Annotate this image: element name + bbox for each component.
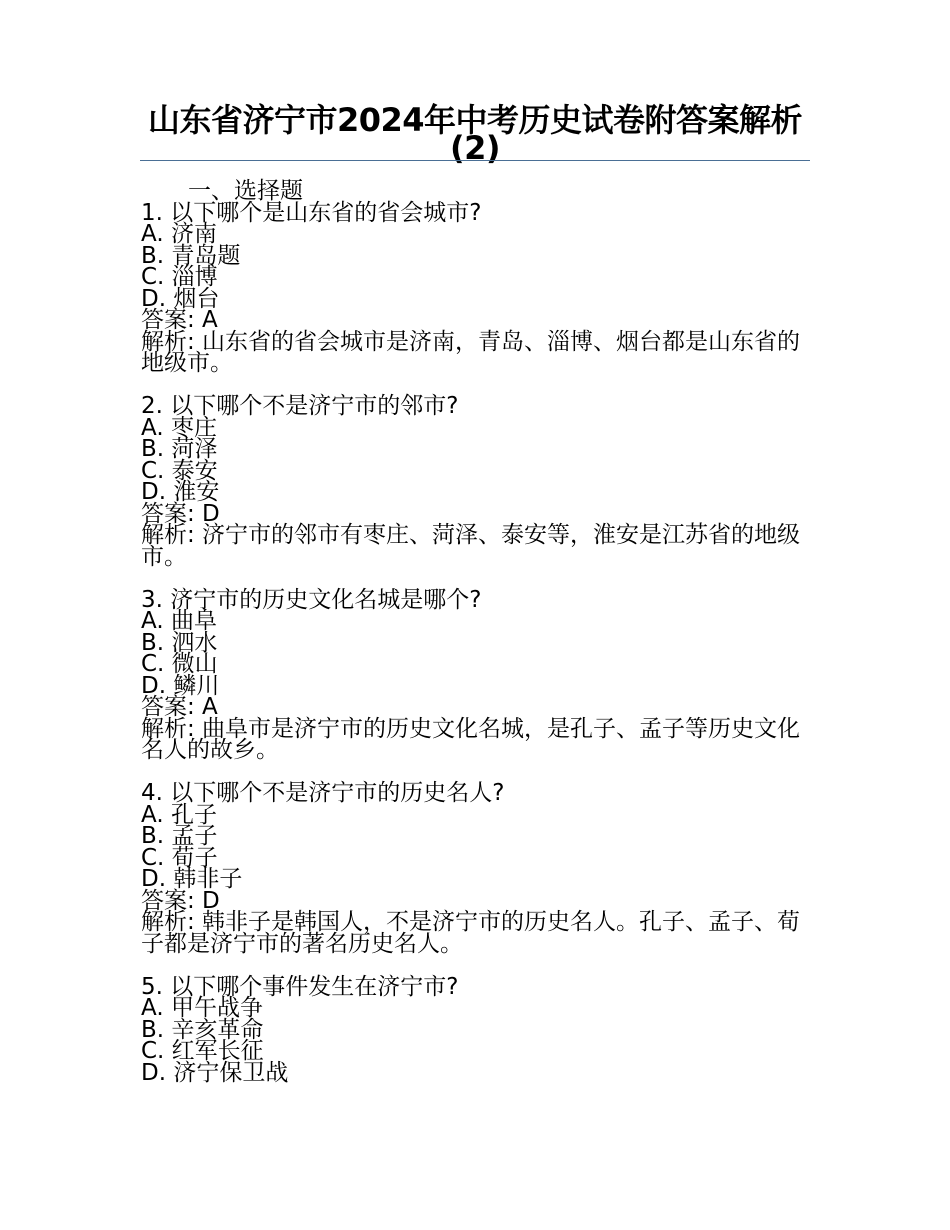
question-block-4 — [141, 780, 813, 957]
option-c: C. 荀子 — [141, 844, 218, 871]
option-c: C. 淄博 — [141, 264, 218, 290]
option-b: B. 辛亥革命 — [141, 1016, 264, 1043]
question-text: 2. 以下哪个不是济宁市的邻市? — [141, 393, 459, 419]
question-text: 1. 以下哪个是山东省的省会城市? — [141, 199, 482, 226]
option-a: A. 济南 — [141, 221, 217, 247]
question-block-1 — [141, 199, 813, 376]
answer-line: 答案: D — [141, 887, 220, 914]
section-heading: 一、选择题 — [188, 178, 303, 204]
option-c: C. 泰安 — [141, 457, 218, 484]
option-d: D. 鳞川 — [141, 672, 220, 699]
option-b: B. 孟子 — [141, 823, 218, 849]
title-underline — [140, 160, 810, 161]
question-block-5 — [141, 973, 813, 1086]
option-a: A. 枣庄 — [141, 414, 217, 441]
question-block-2 — [141, 393, 813, 570]
answer-line: 答案: A — [141, 694, 218, 720]
question-text: 4. 以下哪个不是济宁市的历史名人? — [141, 780, 505, 806]
option-d: D. 烟台 — [141, 285, 220, 312]
analysis-text: 解析: 济宁市的邻市有枣庄、菏泽、泰安等，淮安是江苏省的地级市。 — [141, 522, 801, 570]
question-text: 3. 济宁市的历史文化名城是哪个? — [141, 586, 482, 613]
option-c: C. 微山 — [141, 651, 218, 677]
option-d: D. 韩非子 — [141, 866, 243, 892]
analysis-text: 解析: 山东省的省会城市是济南，青岛、淄博、烟台都是山东省的地级市。 — [141, 328, 801, 376]
option-b: B. 泗水 — [141, 629, 218, 656]
question-text: 5. 以下哪个事件发生在济宁市? — [141, 973, 459, 1000]
option-c: C. 红军长征 — [141, 1038, 264, 1064]
option-b: B. 菏泽 — [141, 436, 218, 462]
option-a: A. 孔子 — [141, 801, 217, 828]
analysis-text: 解析: 韩非子是韩国人，不是济宁市的历史名人。孔子、孟子、荀子都是济宁市的著名历史名人。 — [141, 909, 801, 957]
question-block-3 — [141, 586, 813, 763]
document-body — [141, 178, 813, 1106]
answer-line: 答案: D — [141, 500, 220, 527]
answer-line: 答案: A — [141, 307, 218, 333]
option-a: A. 甲午战争 — [141, 995, 263, 1021]
option-d: D. 济宁保卫战 — [141, 1059, 289, 1086]
option-b: B. 青岛题 — [141, 242, 241, 269]
option-d: D. 淮安 — [141, 479, 220, 505]
analysis-text: 解析: 曲阜市是济宁市的历史文化名城，是孔子、孟子等历史文化名人的故乡。 — [141, 715, 801, 763]
option-a: A. 曲阜 — [141, 608, 217, 634]
document-title: 山东省济宁市2024年中考历史试卷附答案解析(2) — [147, 101, 803, 167]
